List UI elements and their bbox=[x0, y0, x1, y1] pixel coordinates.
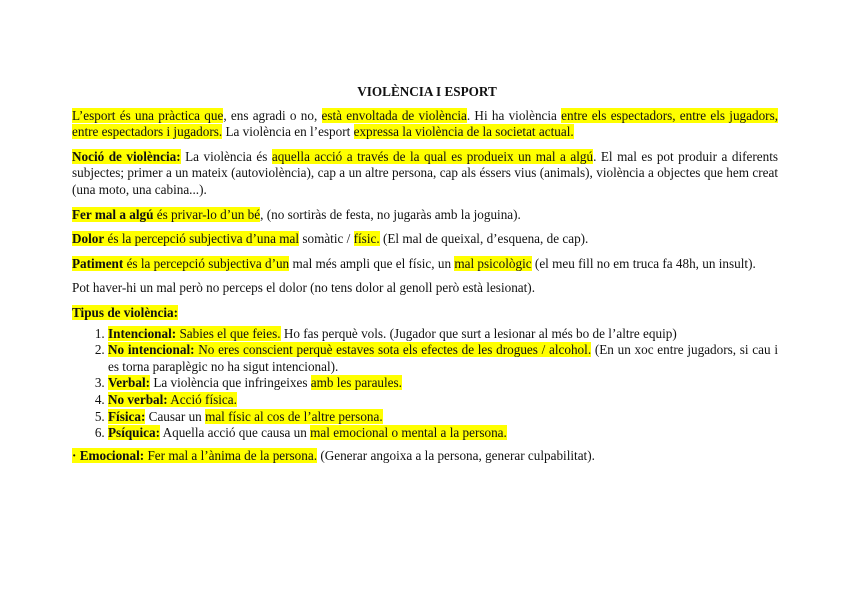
highlight: entre els espectadors, entre els jugadors, entre espectadors i jugadors. bbox=[72, 107, 779, 140]
definition-suffering bbox=[72, 256, 778, 273]
list-item bbox=[108, 326, 778, 343]
text: (En un xoc entre jugadors, si cau i es torna paraplègic no ha sigut intencional). bbox=[108, 342, 778, 374]
list-item bbox=[108, 342, 778, 375]
term: Intencional: bbox=[108, 325, 177, 341]
text: (el meu fill no em truca fa 48h, un insult). bbox=[531, 255, 756, 271]
list-item bbox=[108, 375, 778, 392]
violence-types-list bbox=[72, 326, 778, 442]
intro-paragraph bbox=[72, 108, 778, 141]
definition-pain bbox=[72, 231, 778, 248]
definition-harm bbox=[72, 207, 778, 224]
highlight: Sabies el que feies. bbox=[176, 325, 281, 341]
definition-violence bbox=[72, 149, 778, 199]
list-item bbox=[108, 409, 778, 426]
highlight: mal físic al cos de l’altre persona. bbox=[205, 408, 383, 424]
text: mal més ampli que el físic, un bbox=[289, 255, 455, 271]
list-item bbox=[108, 425, 778, 442]
highlight: mal emocional o mental a la persona bbox=[310, 425, 504, 441]
text: , (no sortiràs de festa, no jugaràs amb la joguina). bbox=[260, 206, 521, 222]
pain-note: Pot haver-hi un mal però no perceps el dolor (no tens dolor al genoll però està lesionat). bbox=[72, 280, 535, 296]
highlight: Acció física. bbox=[167, 391, 237, 407]
term: Dolor bbox=[72, 231, 105, 247]
text: La violència que infringeixes bbox=[150, 375, 311, 391]
text: Causar un bbox=[145, 408, 206, 424]
highlight: . bbox=[503, 425, 507, 441]
highlight: està envoltada de violència bbox=[321, 107, 467, 123]
term: Fer mal a algú bbox=[72, 206, 154, 222]
list-item bbox=[108, 392, 778, 409]
highlight: és la percepció subjectiva d’un bbox=[123, 255, 290, 271]
highlight: L’esport és una pràctica que bbox=[72, 107, 224, 123]
highlight: és privar-lo d’un bé bbox=[153, 206, 261, 222]
highlight: aquella acció a través de la qual es produeix un mal a algú bbox=[271, 148, 594, 164]
term: Patiment bbox=[72, 255, 124, 271]
text: La violència en l’esport bbox=[222, 124, 354, 140]
text: . Hi ha violència bbox=[466, 107, 562, 123]
term: Psíquica: bbox=[108, 425, 161, 441]
types-heading-line bbox=[72, 305, 778, 322]
emotional-paragraph bbox=[72, 448, 778, 465]
term: No intencional: bbox=[108, 342, 195, 358]
highlight: físic. bbox=[353, 231, 380, 247]
term: Noció de violència: bbox=[72, 148, 181, 164]
text: Ho fas perquè vols. (Jugador que surt a lesionar al més bo de l’altre equip) bbox=[280, 325, 677, 341]
text: La violència és bbox=[180, 148, 272, 164]
text: (Generar angoixa a la persona, generar culpabilitat). bbox=[317, 447, 595, 463]
text: somàtic / bbox=[299, 231, 354, 247]
term: · Emocional: bbox=[72, 447, 145, 463]
text: (El mal de queixal, d’esquena, de cap). bbox=[379, 231, 589, 247]
term: No verbal: bbox=[108, 391, 168, 407]
highlight: mal psicològic bbox=[454, 255, 532, 271]
text: , ens agradi o no, bbox=[223, 107, 322, 123]
term: Verbal: bbox=[108, 375, 151, 391]
highlight: No eres conscient perquè estaves sota els efectes de les drogues / alcohol. bbox=[194, 342, 592, 358]
highlight: Fer mal a l’ànima de la persona. bbox=[144, 447, 318, 463]
highlight: amb les paraules. bbox=[310, 375, 402, 391]
text: Aquella acció que causa un bbox=[160, 425, 311, 441]
term: Física: bbox=[108, 408, 146, 424]
text: . El mal es pot produir a diferents subjectes; primer a un mateix (autoviolència), cap a un altre persona, cap als éssers vius (animals), violència a objectes que hem creat (una moto, una cabina...). bbox=[72, 148, 778, 197]
types-heading: Tipus de violència: bbox=[72, 304, 179, 320]
highlight: és la percepció subjectiva d’una mal bbox=[104, 231, 300, 247]
highlight: expressa la violència de la societat actual. bbox=[353, 124, 574, 140]
document-title: VIOLÈNCIA I ESPORT bbox=[357, 84, 497, 99]
